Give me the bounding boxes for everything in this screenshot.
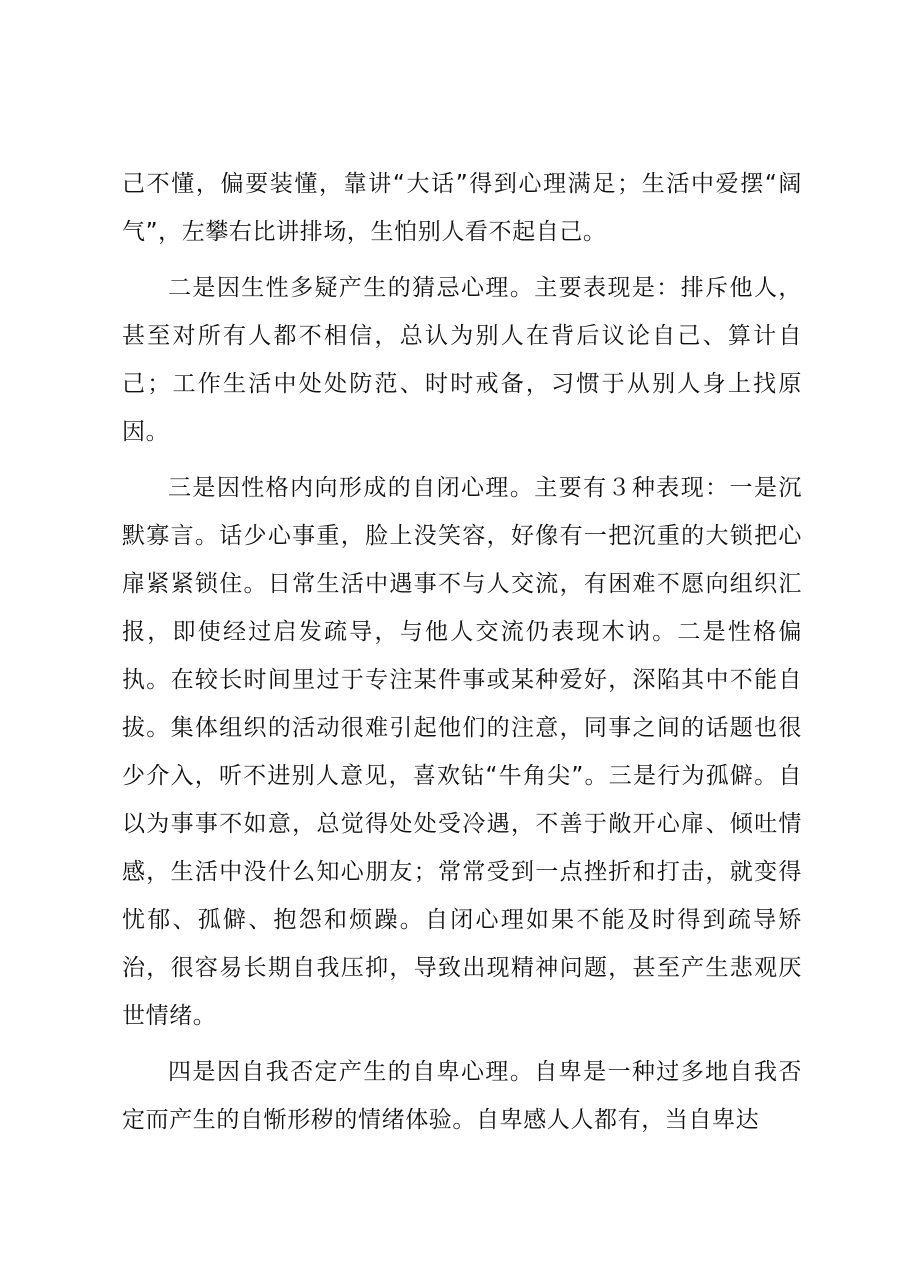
paragraph-suspicion: 二是因生性多疑产生的猜忌心理。主要表现是：排斥他人，甚至对所有人都不相信，总认为别人在背后议论自己、算计自己；工作生活中处处防范、时时戒备，习惯于从别人身上找原因。 [122, 275, 802, 445]
document-body [122, 160, 802, 1152]
paragraph-withdrawal: 三是因性格内向形成的自闭心理。主要有３种表现：一是沉默寡言。话少心事重，脸上没笑容，好像有一把沉重的大锁把心扉紧紧锁住。日常生活中遇事不与人交流，有困难不愿向组织汇报，即使经过启发疏导，与他人交流仍表现木讷。二是性格偏执。在较长时间里过于专注某件事或某种爱好，深陷其中不能自拔。集体组织的活动很难引起他们的注意，同事之间的话题也很少介入，听不进别人意见，喜欢钻“牛角尖”。三是行为孤僻。自以为事事不如意，总觉得处处受冷遇，不善于敞开心扉、倾吐情感，生活中没什么知心朋友；常常受到一点挫折和打击，就变得忧郁、孤僻、抱怨和烦躁。自闭心理如果不能及时得到疏导矫治，很容易长期自我压抑，导致出现精神问题，甚至产生悲观厌世情绪。 [122, 475, 802, 1029]
paragraph-inferiority: 四是因自我否定产生的自卑心理。自卑是一种过多地自我否定而产生的自惭形秽的情绪体验。自卑感人人都有，当自卑达 [122, 1059, 802, 1133]
paragraph-continuation: 己不懂，偏要装懂，靠讲“大话”得到心理满足；生活中爱摆“阔气”，左攀右比讲排场，生怕别人看不起自己。 [122, 171, 802, 245]
